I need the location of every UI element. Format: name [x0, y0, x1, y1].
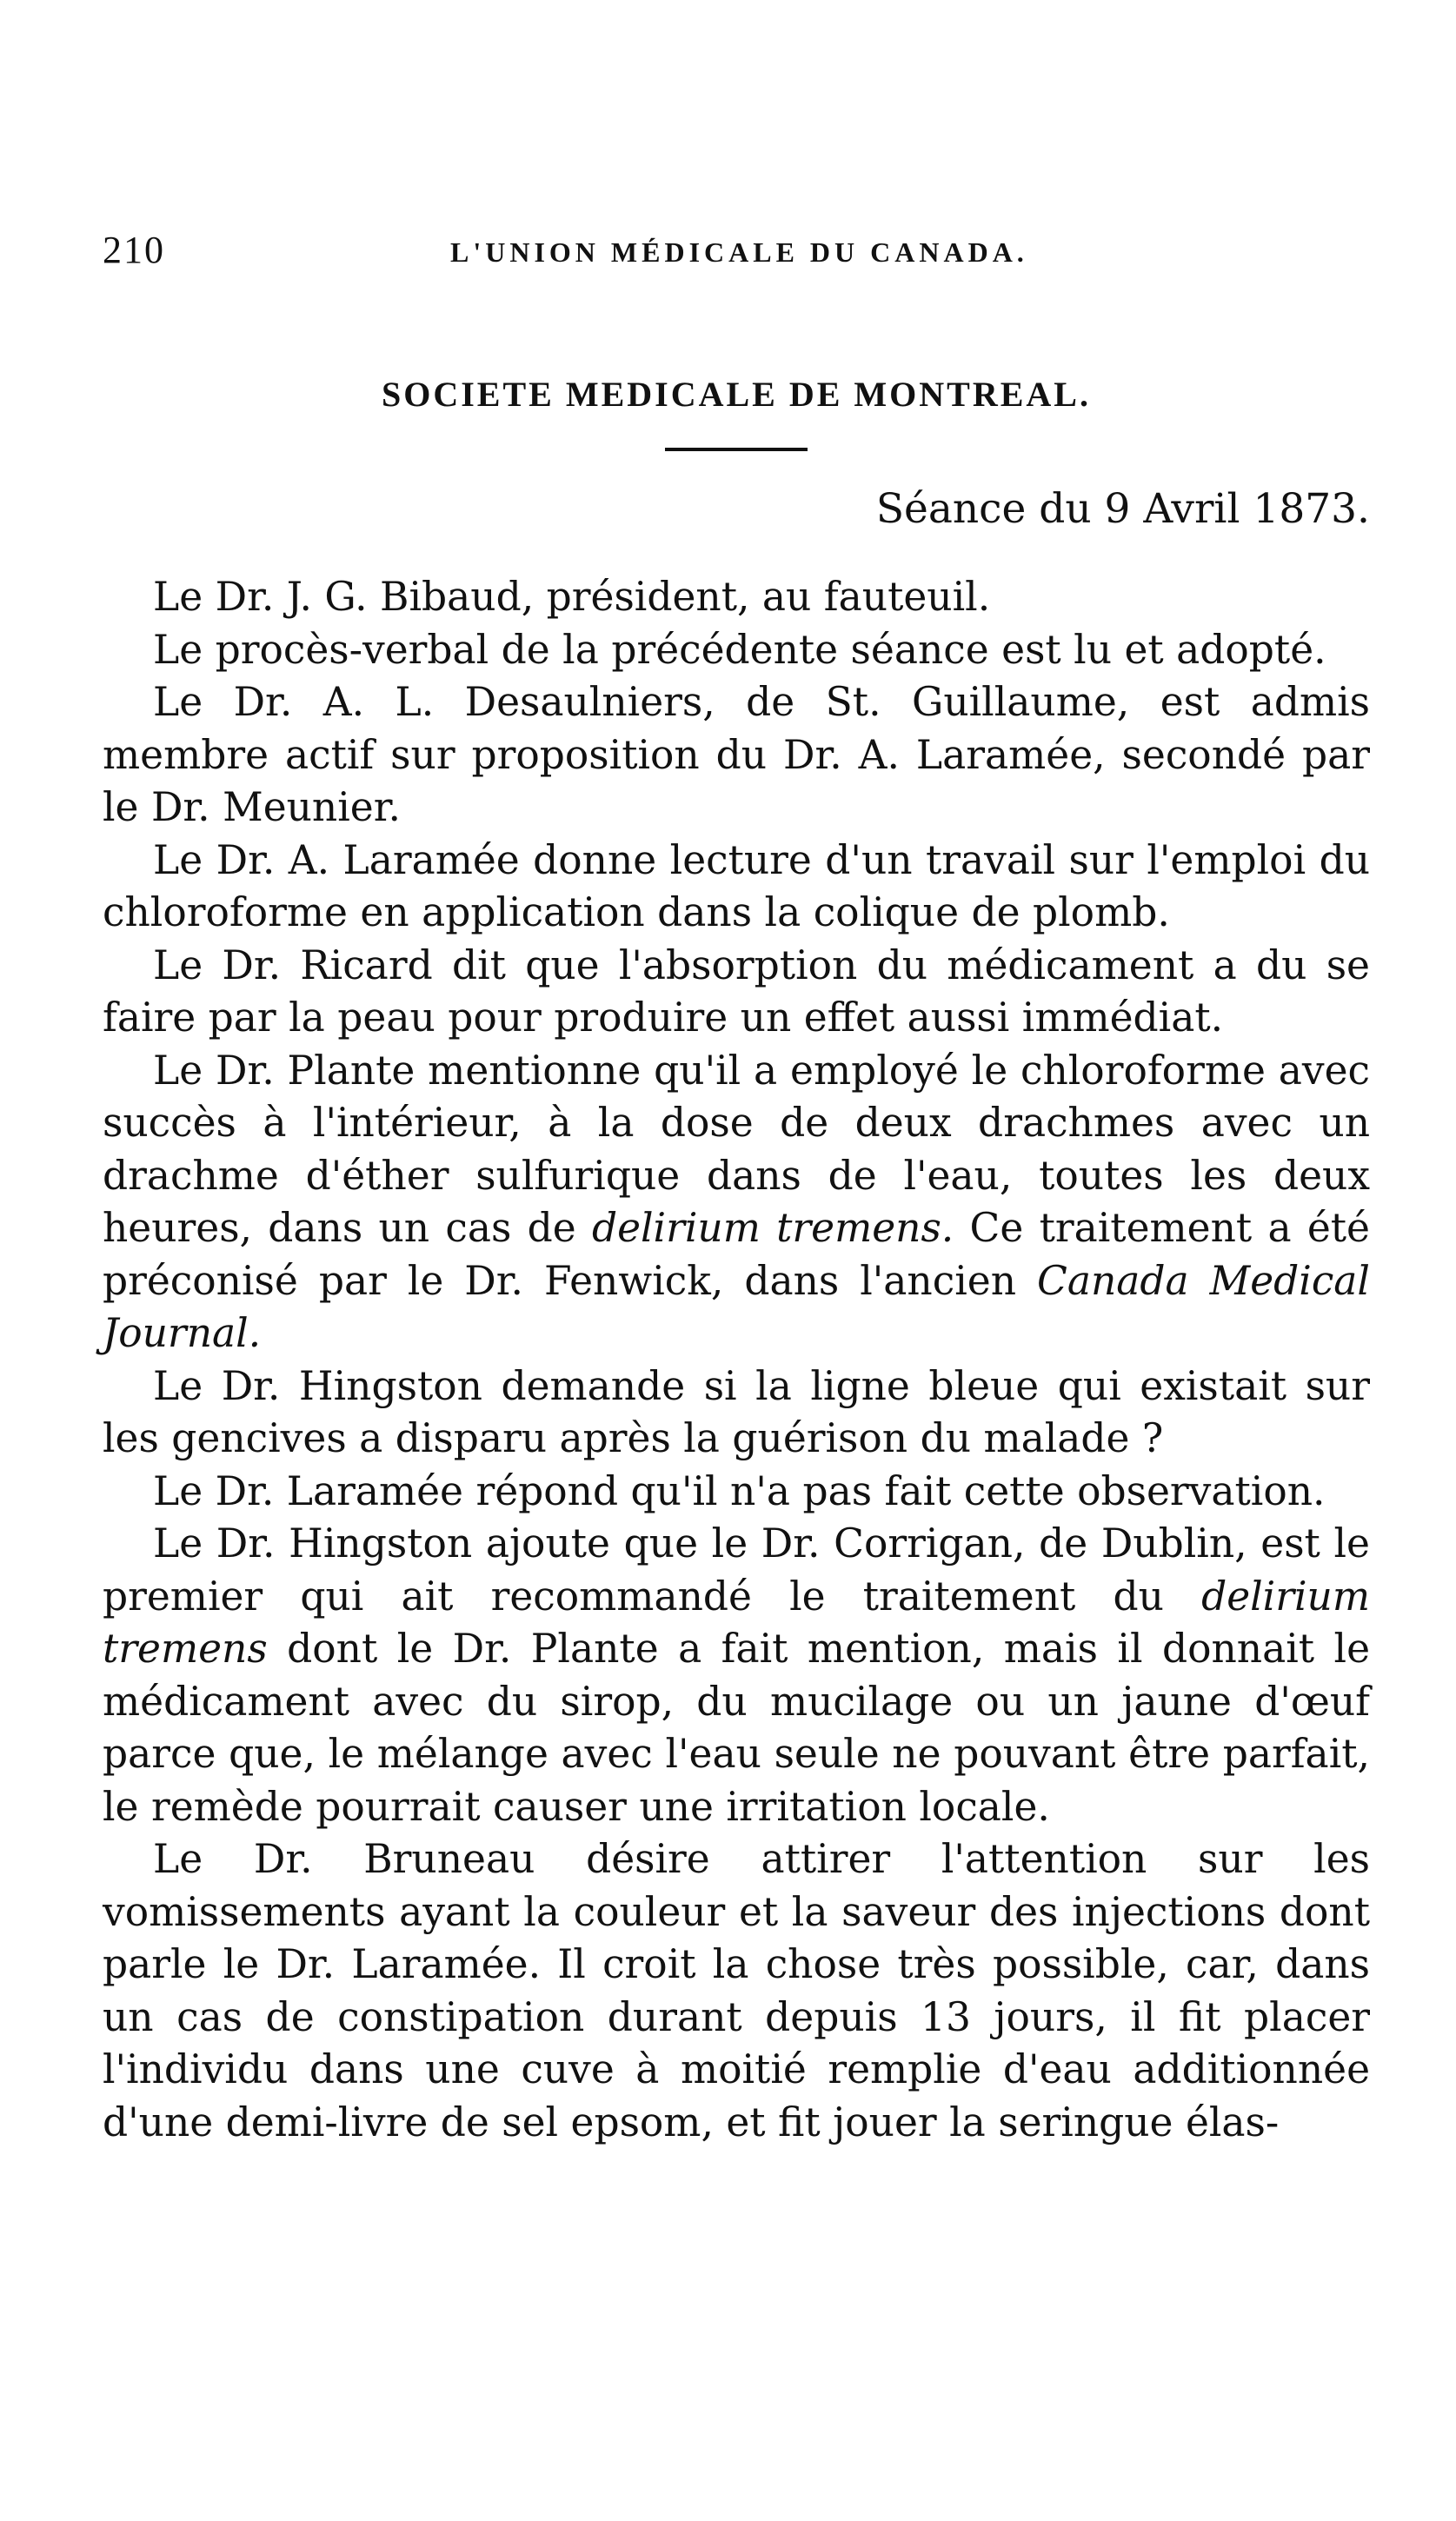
paragraph-plante-italic-2: Canada Medical Journal.: [103, 1257, 1370, 1356]
paragraph-ricard: Le Dr. Ricard dit que l'absorption du médicament a du se faire par la peau pour produire un effet aussi immédiat.: [103, 941, 1370, 1041]
section-title: SOCIETE MEDICALE DE MONTREAL.: [381, 375, 1091, 414]
seance-date: Séance du 9 Avril 1873.: [875, 485, 1370, 533]
paragraph-desaulniers: Le Dr. A. L. Desaulniers, de St. Guillaume, est admis membre actif sur proposition du Dr. A. Laramée, secondé par le Dr. Meunier.: [103, 679, 1370, 830]
paragraph-bruneau: Le Dr. Bruneau désire attirer l'attention sur les vomissements ayant la couleur et la saveur des injections dont parle le Dr. Laramée. Il croit la chose très possible, car, dans un cas de constipation durant depuis 13 jours, il fit placer l'individu dans une cuve à moitié remplie d'eau additionnée d'une demi-livre de sel epsom, et fit jouer la seringue élas-: [103, 1836, 1370, 2145]
body-text: [103, 571, 1370, 2149]
page: [103, 228, 1370, 2149]
paragraph-president: Le Dr. J. G. Bibaud, président, au fauteuil.: [153, 574, 991, 620]
journal-title: L'UNION MÉDICALE DU CANADA.: [450, 236, 1028, 268]
paragraph-hingston-text-1: Le Dr. Hingston ajoute que le Dr. Corrigan, de Dublin, est le premier qui ait recommandé le traitement du: [103, 1520, 1370, 1620]
running-head: [103, 228, 1370, 280]
paragraph-plante-text-2: Ce traitement a été préconisé par le Dr. Fenwick, dans l'ancien: [103, 1205, 1370, 1304]
paragraph-plante-italic-1: delirium tremens.: [591, 1205, 954, 1251]
paragraph-laramee-lecture: Le Dr. A. Laramée donne lecture d'un travail sur l'emploi du chloroforme en application dans la colique de plomb.: [103, 836, 1370, 935]
paragraph-plante-text-1: Le Dr. Plante mentionne qu'il a employé le chloroforme avec succès à l'intérieur, à la dose de deux drachmes avec un drachme d'éther sulfurique dans de l'eau, toutes les deux heures, dans un cas de: [103, 1047, 1370, 1251]
divider: [665, 448, 808, 451]
page-number: 210: [103, 229, 165, 271]
paragraph-hingston-text-2: dont le Dr. Plante a fait mention, mais il donnait le médicament avec du sirop, du mucilage ou un jaune d'œuf parce que, le mélange avec l'eau seule ne pouvant être parfait, le remède pourrait causer une irritation locale.: [103, 1626, 1370, 1830]
paragraph-proces-verbal: Le procès-verbal de la précédente séance est lu et adopté.: [153, 626, 1326, 673]
paragraph-hingston-question: Le Dr. Hingston demande si la ligne bleue qui existait sur les gencives a disparu après la guérison du malade ?: [103, 1362, 1370, 1461]
paragraph-laramee-reply: Le Dr. Laramée répond qu'il n'a pas fait cette observation.: [153, 1467, 1326, 1514]
paragraph-hingston-italic: delirium tremens: [103, 1573, 1370, 1672]
paragraph-hingston-corrigan: [103, 1518, 1370, 1833]
paragraph-plante: [103, 1045, 1370, 1360]
